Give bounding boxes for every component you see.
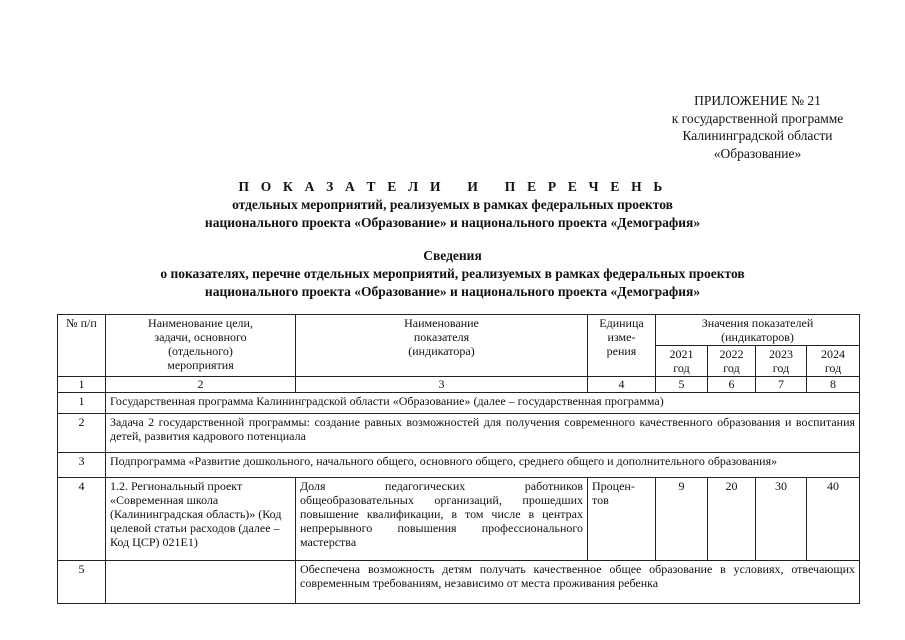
header-num: № п/п — [58, 315, 106, 377]
annex-block — [640, 92, 875, 162]
column-number: 6 — [708, 377, 756, 393]
document-subtitle: отдельных мероприятий, реализуемых в рамках федеральных проектов — [232, 197, 673, 212]
row-value-2022: 20 — [708, 478, 756, 561]
column-numbers-row — [58, 377, 860, 393]
section-title: Сведения — [423, 248, 482, 263]
column-number: 5 — [656, 377, 708, 393]
row-indicator: Доля педагогических работников общеобразовательных организаций, прошедших повышение квалификации, в том числе в центрах непрерывного повышения профессионального мастерства — [296, 478, 588, 561]
table-row — [58, 478, 860, 561]
section-subtitle: национального проекта «Образование» и национального проекта «Демография» — [204, 284, 701, 299]
row-value-2021: 9 — [656, 478, 708, 561]
column-number: 8 — [807, 377, 860, 393]
column-number: 1 — [58, 377, 106, 393]
table-row — [58, 561, 860, 604]
column-number: 4 — [588, 377, 656, 393]
table-row — [58, 393, 860, 414]
row-num: 1 — [58, 393, 106, 414]
row-num: 4 — [58, 478, 106, 561]
row-name: 1.2. Региональный проект «Современная школа (Калининградская область)» (Код целевой статьи расходов (далее – Код ЦСР) 021Е1) — [106, 478, 296, 561]
row-empty-cell — [106, 561, 296, 604]
row-text: Обеспечена возможность детям получать качественное общее образование в условиях, отвечающих современным требованиям, независимо от места проживания ребенка — [296, 561, 860, 604]
column-number: 7 — [756, 377, 807, 393]
header-values: Значения показателей (индикаторов) — [656, 315, 860, 346]
row-value-2024: 40 — [807, 478, 860, 561]
header-year-2021: 2021 год — [656, 346, 708, 377]
header-year-2022: 2022 год — [708, 346, 756, 377]
column-number: 2 — [106, 377, 296, 393]
annex-line: к государственной программе — [671, 110, 844, 126]
table-row — [58, 414, 860, 453]
annex-line: Калининградской области — [682, 128, 833, 143]
row-num: 2 — [58, 414, 106, 453]
table-header-row — [58, 315, 860, 346]
annex-line: «Образование» — [713, 145, 802, 161]
document-subtitle: национального проекта «Образование» и национального проекта «Демография» — [204, 215, 701, 230]
indicators-table — [57, 314, 860, 604]
row-num: 3 — [58, 453, 106, 478]
header-year-2023: 2023 год — [756, 346, 807, 377]
header-name: Наименование цели, задачи, основного (отдельного) мероприятия — [106, 315, 296, 377]
row-unit: Процен- тов — [588, 478, 656, 561]
row-num: 5 — [58, 561, 106, 604]
annex-number: ПРИЛОЖЕНИЕ № 21 — [694, 93, 821, 108]
section-subtitle: о показателях, перечне отдельных мероприятий, реализуемых в рамках федеральных проектов — [160, 266, 745, 281]
row-text: Государственная программа Калининградской области «Образование» (далее – государственная программа) — [106, 393, 860, 414]
row-text: Подпрограмма «Развитие дошкольного, начального общего, основного общего, среднего общего и дополнительного образования» — [106, 453, 860, 478]
document-title: П О К А З А Т Е Л И И П Е Р Е Ч Е Н Ь — [238, 179, 667, 194]
table-row — [58, 453, 860, 478]
row-text: Задача 2 государственной программы: создание равных возможностей для получения современного качественного образования и воспитания детей, развития кадрового потенциала — [106, 414, 860, 453]
row-value-2023: 30 — [756, 478, 807, 561]
header-unit: Единица изме- рения — [588, 315, 656, 377]
header-indicator: Наименование показателя (индикатора) — [296, 315, 588, 377]
header-year-2024: 2024 год — [807, 346, 860, 377]
document-heading — [0, 178, 905, 301]
column-number: 3 — [296, 377, 588, 393]
